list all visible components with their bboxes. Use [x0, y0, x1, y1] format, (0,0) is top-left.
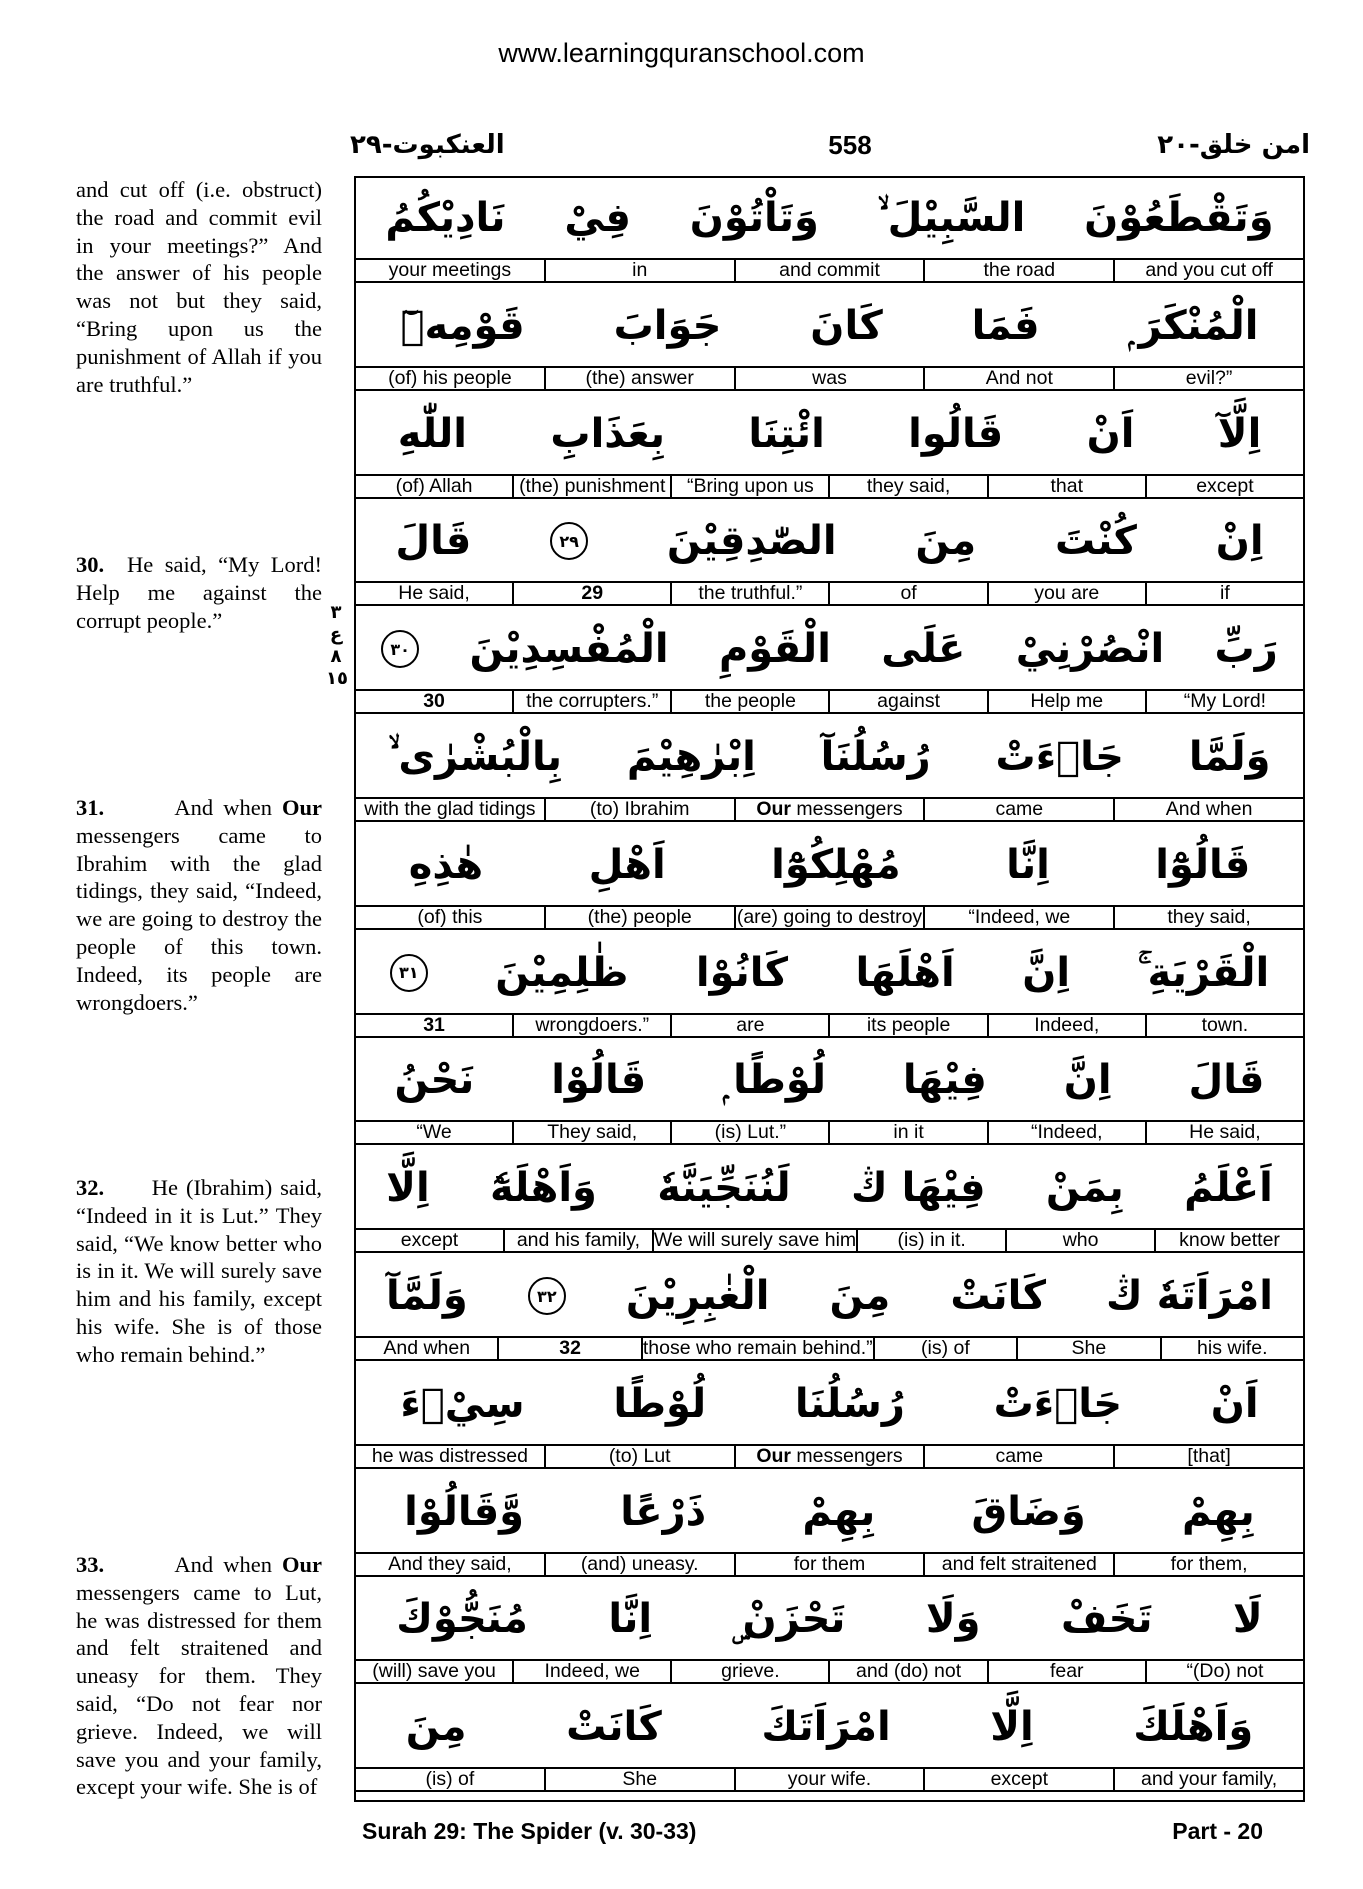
gloss-verse-number: 32	[497, 1338, 640, 1359]
arabic-word: اَعْلَمُ	[1184, 1165, 1273, 1212]
gloss-cell: those who remain behind.”	[642, 1337, 873, 1359]
arabic-word: بِهِمْ	[1182, 1488, 1255, 1535]
arabic-line	[356, 1687, 1303, 1767]
gloss-cell: if	[1145, 583, 1303, 604]
verse-number: 30.	[76, 552, 105, 577]
verse-row	[356, 1256, 1303, 1364]
gloss-line	[356, 366, 1303, 391]
gloss-line	[356, 1336, 1303, 1361]
gloss-cell: [that]	[1113, 1446, 1303, 1467]
gloss-cell: Our messengers	[734, 799, 924, 820]
translation-text: He (Ibrahim) said, “Indeed in it is Lut.” They said, “We know better who is in it. We will surely save him and his family, except his wife. She is of those who remain behind.”	[76, 1175, 322, 1367]
gloss-cell: the road	[923, 260, 1113, 281]
translation-text: He said, “My Lord! Help me against the corrupt people.”	[76, 552, 323, 633]
arabic-word: مُنَجُّوْكَ	[396, 1596, 528, 1643]
arabic-line	[356, 1040, 1303, 1120]
gloss-cell: (the) people	[544, 907, 734, 928]
arabic-word: مِنَ	[915, 518, 977, 565]
gloss-cell: wrongdoers.”	[512, 1015, 670, 1036]
arabic-word: مِنَ	[405, 1704, 467, 1751]
arabic-word: قَالَ	[395, 518, 472, 565]
translation-text: messengers came to Lut, he was distressed for them and felt straitened and uneasy for them. They said, “Do not fear nor grieve. Indeed, we will save you and your family, except your wife. She is of	[76, 1579, 322, 1800]
arabic-word: اِنَّا	[1006, 841, 1050, 888]
arabic-word: قَالُوا	[908, 410, 1004, 457]
site-url[interactable]: www.learningquranschool.com	[498, 38, 865, 68]
arabic-word: هٰذِهِ	[408, 841, 484, 888]
gloss-line	[356, 1552, 1303, 1577]
arabic-line	[356, 178, 1303, 258]
gloss-cell: are	[670, 1015, 828, 1036]
gloss-cell: “Bring upon us	[670, 476, 828, 497]
gloss-cell: they said,	[828, 476, 986, 497]
arabic-word: فِيْهَا ڭ	[851, 1165, 986, 1212]
arabic-word: كَانَتْ	[566, 1704, 662, 1751]
gloss-cell: (to) Lut	[544, 1446, 734, 1467]
gloss-line	[356, 1228, 1303, 1253]
gloss-emphasis: Our	[756, 798, 792, 820]
gloss-cell: She	[544, 1769, 734, 1790]
ayah-number-marker: ٢٩	[550, 522, 588, 560]
arabic-word: اِلَّا	[990, 1704, 1034, 1751]
gloss-cell: fear	[987, 1661, 1145, 1682]
arabic-word: اَهْلِ	[588, 841, 666, 888]
gloss-cell: and his family,	[503, 1230, 652, 1251]
verse-row	[356, 1364, 1303, 1472]
gloss-cell: its people	[828, 1015, 986, 1036]
gloss-cell: And when	[1113, 799, 1303, 820]
verse-row	[356, 178, 1303, 286]
gloss-cell: except	[923, 1769, 1113, 1790]
translation-paragraph-30	[76, 551, 322, 634]
verse-number: 33.	[76, 1552, 105, 1577]
verse-row	[356, 1579, 1303, 1687]
gloss-cell: (is) Lut.”	[670, 1122, 828, 1143]
gloss-line	[356, 581, 1303, 606]
gloss-cell: Indeed,	[987, 1015, 1145, 1036]
verse-row	[356, 286, 1303, 394]
gloss-cell: and (do) not	[828, 1661, 986, 1682]
arabic-word: نَحْنُ	[394, 1057, 475, 1104]
verse-row	[356, 825, 1303, 933]
gloss-line	[356, 1013, 1303, 1038]
gloss-cell: He said,	[398, 582, 470, 605]
gloss-cell: and your family,	[1113, 1769, 1303, 1790]
arabic-word: وَاَهْلَهٗٓ	[490, 1165, 597, 1212]
arabic-word: قَالُوْا	[551, 1057, 647, 1104]
gloss-cell: came	[923, 799, 1113, 820]
gloss-cell: (and) uneasy.	[544, 1554, 734, 1575]
gloss-line	[356, 258, 1303, 283]
gloss-cell: Help me	[987, 691, 1145, 712]
arabic-line	[356, 1364, 1303, 1444]
gloss-verse-number: 29	[512, 583, 670, 604]
arabic-word: الْقَرْيَةِ ۚ	[1137, 949, 1270, 996]
arabic-word: جَوَابَ	[613, 302, 722, 349]
verse-row	[356, 1040, 1303, 1148]
gloss-cell: your meetings	[388, 259, 512, 281]
verse-row	[356, 1148, 1303, 1256]
ayah-number-marker: ٣٢	[528, 1277, 566, 1315]
arabic-word: الْغٰبِرِيْنَ	[625, 1273, 770, 1319]
arabic-word: اِبْرٰهِيْمَ	[626, 734, 756, 780]
verse-row	[356, 1472, 1303, 1580]
arabic-word: نَادِيْكُمُ	[385, 195, 506, 241]
arabic-word: كَانُوْا	[695, 949, 788, 996]
arabic-word: اِنَّا	[608, 1596, 653, 1643]
arabic-line	[356, 1256, 1303, 1336]
gloss-cell: of	[828, 583, 986, 604]
gloss-cell: We will surely save him	[653, 1229, 857, 1252]
arabic-word: الصّٰدِقِيْنَ	[666, 518, 837, 565]
translation-text: messengers came to Ibrahim with the glad tidings, they said, “Indeed, we are going to destroy the people of this town. Indeed, its people are wrongdoers.”	[76, 822, 322, 1015]
gloss-cell: And not	[923, 368, 1113, 389]
arabic-word: بِهِمْ	[802, 1488, 876, 1535]
verse-row	[356, 717, 1303, 825]
arabic-word: امْرَاَتَهٗ ڭ	[1106, 1273, 1273, 1319]
arabic-word: سِيْۗءَ	[400, 1380, 525, 1427]
arabic-word: فَمَا	[971, 302, 1040, 349]
arabic-word: فِيْ	[564, 195, 631, 241]
gloss-cell: “My Lord!	[1145, 691, 1303, 712]
translation-text: and cut off (i.e. obstruct) the road and commit evil in your meetings?” And the answer of his people was not but they said, “Bring upon us the punishment of Allah if you are truthful.”	[76, 177, 322, 397]
gloss-cell: for them,	[1113, 1554, 1303, 1575]
arabic-word: جَاۗءَتْ	[995, 734, 1125, 780]
gloss-line	[356, 1659, 1303, 1684]
arabic-word: وَّقَالُوْا	[404, 1488, 525, 1535]
gloss-cell: against	[828, 691, 986, 712]
gloss-verse-number: 31	[423, 1013, 445, 1036]
arabic-word: تَخَفْ	[1060, 1596, 1153, 1643]
gloss-cell: “Indeed,	[987, 1122, 1145, 1143]
gloss-line	[356, 474, 1303, 499]
arabic-word: لَنُنَجِّيَنَّهٗ	[657, 1165, 791, 1212]
gloss-cell: and commit	[734, 260, 924, 281]
gloss-cell: (of) his people	[388, 366, 512, 389]
arabic-line	[356, 717, 1303, 797]
gloss-cell: (is) of	[425, 1768, 475, 1791]
gloss-cell: (is) of	[873, 1338, 1016, 1359]
verse-row	[356, 394, 1303, 502]
arabic-word: قَوْمِهٖٓ	[400, 302, 525, 349]
arabic-word: بِالْبُشْرٰى ۙ	[388, 734, 563, 780]
arabic-word: اَنْ	[1210, 1380, 1259, 1427]
arabic-word: رَبِّ	[1214, 626, 1278, 673]
arabic-word: لَا	[1232, 1596, 1263, 1643]
gloss-cell: know better	[1154, 1230, 1303, 1251]
arabic-line	[356, 1148, 1303, 1228]
gloss-cell: came	[923, 1446, 1113, 1467]
gloss-cell: (the) punishment	[512, 476, 670, 497]
ruku-marker: ٣ ع ٨ ١٥	[326, 602, 348, 689]
gloss-line	[356, 689, 1303, 714]
arabic-word: ظٰلِمِيْنَ	[495, 949, 629, 996]
verse-row	[356, 609, 1303, 717]
arabic-line	[356, 825, 1303, 905]
gloss-cell: and you cut off	[1113, 260, 1303, 281]
arabic-word: الْمُفْسِدِيْنَ	[469, 626, 669, 673]
arabic-word: كَانَ	[810, 302, 883, 349]
arabic-word: لُوْطًا ۭ	[723, 1057, 826, 1104]
arabic-word: وَلَمَّا	[1188, 734, 1271, 780]
gloss-cell: he was distressed	[371, 1444, 528, 1467]
arabic-word: امْرَاَتَكَ	[761, 1704, 891, 1751]
gloss-line	[356, 1767, 1303, 1792]
translation-paragraph-33	[76, 1551, 322, 1801]
gloss-cell: they said,	[1113, 907, 1303, 928]
gloss-cell: (the) answer	[544, 368, 734, 389]
arabic-word: الْقَوْمِ	[718, 626, 831, 673]
arabic-word: تَحْزَنْ ۣ	[732, 1596, 846, 1643]
translation-emphasis: Our	[282, 1552, 323, 1577]
verse-number: 32.	[76, 1175, 105, 1200]
arabic-line	[356, 286, 1303, 366]
gloss-cell: (will) save you	[372, 1660, 496, 1683]
gloss-cell: that	[987, 476, 1145, 497]
arabic-word: فِيْهَا	[902, 1057, 987, 1104]
gloss-cell: in	[544, 260, 734, 281]
arabic-word: جَاۗءَتْ	[993, 1380, 1123, 1427]
arabic-word: رُسُلُنَا	[794, 1380, 905, 1427]
surah-label: العنكبوت-٢٩	[350, 130, 505, 160]
arabic-word: وَاَهْلَكَ	[1133, 1704, 1254, 1751]
juz-label: امن خلق-٢٠	[1157, 130, 1310, 160]
gloss-line	[356, 1120, 1303, 1145]
arabic-word: وَتَقْطَعُوْنَ	[1084, 195, 1274, 241]
arabic-word: اللّٰهِ	[397, 410, 468, 457]
translation-paragraph-32	[76, 1174, 322, 1369]
gloss-cell: (is) in it.	[856, 1230, 1005, 1251]
gloss-cell: the corrupters.”	[512, 691, 670, 712]
gloss-cell: (of) this	[417, 905, 483, 928]
gloss-cell: town.	[1145, 1015, 1303, 1036]
gloss-cell: Our messengers	[734, 1446, 924, 1467]
translation-paragraph-31	[76, 794, 322, 1016]
gloss-cell: except	[400, 1229, 459, 1252]
gloss-verse-number: 30	[423, 690, 445, 713]
arabic-word: وَتَاْتُوْنَ	[689, 195, 819, 241]
arabic-word: ائْتِنَا	[748, 410, 825, 457]
translation-emphasis: Our	[282, 795, 323, 820]
gloss-cell: who	[1005, 1230, 1154, 1251]
gloss-line	[356, 905, 1303, 930]
gloss-cell: grieve.	[670, 1661, 828, 1682]
arabic-word: اَهْلَهَا	[855, 949, 955, 996]
arabic-word: رُسُلُنَآ	[820, 734, 931, 780]
arabic-word: اِلَّا	[386, 1165, 430, 1212]
arabic-word: بِعَذَابِ	[550, 410, 665, 457]
ayah-number-marker: ٣١	[390, 954, 428, 992]
arabic-word: كَانَتْ	[950, 1273, 1046, 1319]
gloss-cell: you are	[987, 583, 1145, 604]
arabic-word: لُوْطًا	[613, 1380, 707, 1427]
gloss-cell: in it	[828, 1122, 986, 1143]
gloss-cell: evil?”	[1113, 368, 1303, 389]
gloss-cell: the people	[670, 691, 828, 712]
translation-text: And when	[174, 1552, 272, 1577]
arabic-word: قَالُوْٓا	[1155, 841, 1251, 888]
verse-row	[356, 933, 1303, 1041]
arabic-line	[356, 501, 1303, 581]
arabic-word: وَلَا	[925, 1596, 981, 1643]
verse-row	[356, 501, 1303, 609]
verse-row	[356, 1687, 1303, 1795]
gloss-line	[356, 797, 1303, 822]
arabic-word: انْصُرْنِيْ	[1015, 626, 1165, 673]
arabic-word: اِنَّ	[1063, 1057, 1112, 1104]
arabic-word: ذَرْعًا	[620, 1488, 707, 1535]
translation-paragraph-1	[76, 176, 322, 398]
arabic-line	[356, 609, 1303, 689]
gloss-cell: They said,	[512, 1122, 670, 1143]
arabic-line	[356, 1579, 1303, 1659]
word-by-word-panel	[354, 176, 1305, 1802]
gloss-cell: with the glad tidings	[364, 798, 536, 820]
gloss-cell: (of) Allah	[395, 474, 473, 497]
arabic-line	[356, 1472, 1303, 1552]
gloss-cell: his wife.	[1160, 1338, 1303, 1359]
footer-part: Part - 20	[1172, 1818, 1263, 1844]
gloss-cell: She	[1016, 1338, 1159, 1359]
arabic-word: اِلَّآ	[1217, 410, 1262, 457]
gloss-cell: except	[1145, 476, 1303, 497]
gloss-cell: He said,	[1145, 1122, 1303, 1143]
arabic-word: مِنَ	[829, 1273, 891, 1319]
translation-text: And when	[174, 795, 272, 820]
arabic-word: الْمُنْكَرَ ۭ	[1128, 302, 1259, 349]
gloss-cell: “We	[416, 1121, 452, 1144]
arabic-word: اَنْ	[1086, 410, 1135, 457]
arabic-line	[356, 394, 1303, 474]
arabic-word: وَضَاقَ	[971, 1488, 1086, 1535]
footer-surah-title: Surah 29: The Spider (v. 30-33)	[362, 1818, 697, 1844]
gloss-cell: for them	[734, 1554, 924, 1575]
gloss-cell: was	[734, 368, 924, 389]
arabic-word: السَّبِيْلَ ۙ	[877, 195, 1026, 241]
gloss-emphasis: Our	[756, 1444, 792, 1467]
arabic-line	[356, 933, 1303, 1013]
arabic-word: كُنْتَ	[1054, 518, 1137, 565]
gloss-cell: “Indeed, we	[923, 907, 1113, 928]
gloss-cell: (are) going to destroy	[734, 907, 924, 928]
arabic-word: بِمَنْ	[1045, 1165, 1124, 1212]
gloss-cell: your wife.	[734, 1769, 924, 1790]
gloss-cell: Indeed, we	[512, 1661, 670, 1682]
gloss-cell: And when	[383, 1337, 471, 1359]
gloss-cell: “(Do) not	[1145, 1661, 1303, 1682]
gloss-cell: (to) Ibrahim	[544, 799, 734, 820]
gloss-cell: And they said,	[388, 1552, 512, 1575]
arabic-word: اِنْ	[1215, 518, 1264, 565]
arabic-word: قَالَ	[1188, 1057, 1265, 1104]
arabic-word: عَلَى	[881, 626, 966, 673]
arabic-word: مُهْلِكُوْٓا	[771, 841, 901, 888]
arabic-word: اِنَّ	[1022, 949, 1071, 996]
gloss-cell: and felt straitened	[923, 1554, 1113, 1575]
arabic-word: وَلَمَّآ	[386, 1273, 468, 1319]
gloss-cell: the truthful.”	[670, 583, 828, 604]
verse-number: 31.	[76, 795, 105, 820]
gloss-line	[356, 1444, 1303, 1469]
page-number: 558	[828, 130, 872, 160]
ayah-number-marker: ٣٠	[381, 630, 419, 668]
